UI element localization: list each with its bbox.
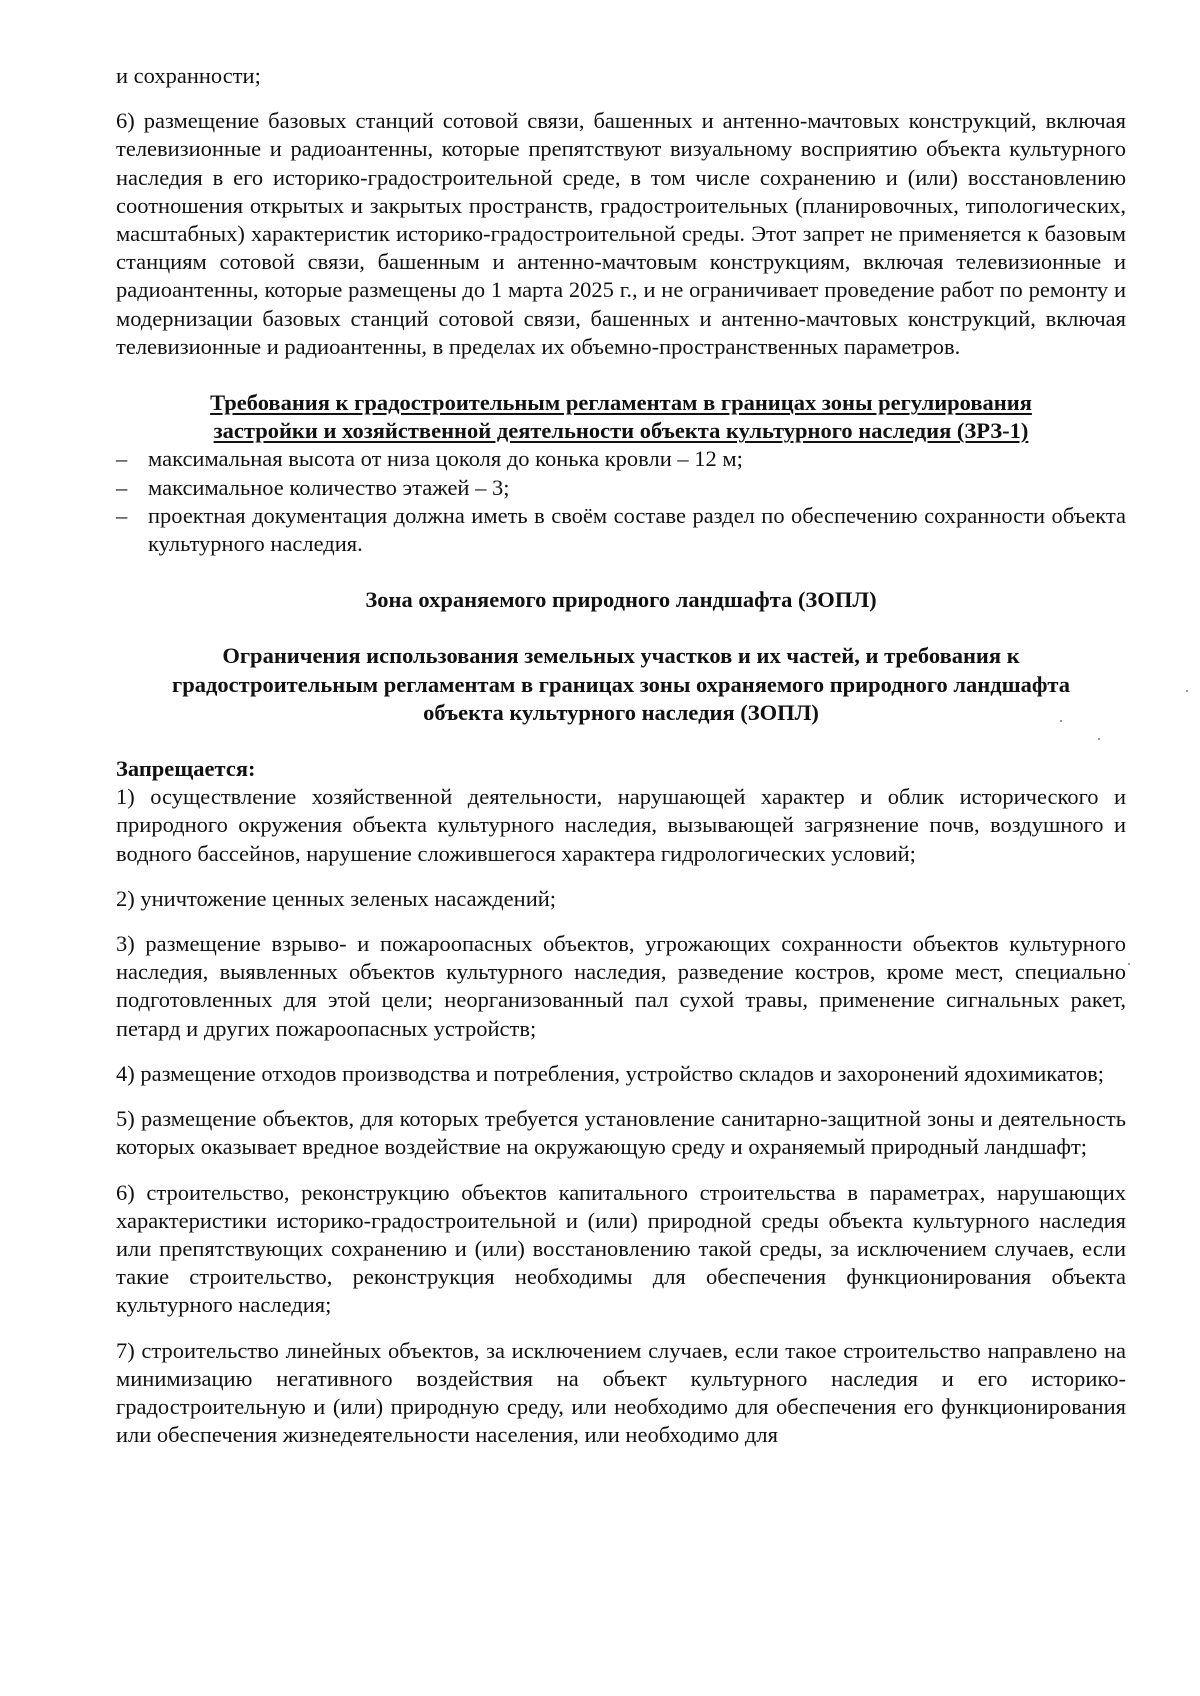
list-item <box>116 445 1126 473</box>
scan-speck <box>1098 738 1100 740</box>
spacer <box>116 727 1126 755</box>
document-page <box>116 62 1126 1449</box>
prohibited-item-3: 3) размещение взрыво- и пожароопасных объектов, угрожающих сохранности объектов культурного наследия, выявленных объектов культурного наследия, разведение костров, кроме мест, специально подготовленных для этой цели; неорганизованный пал сухой травы, применение сигнальных ракет, петард и других пожароопасных устройств; <box>116 931 1126 1041</box>
zrz-heading <box>116 389 1126 445</box>
prohibited-item-4: 4) размещение отходов производства и потребления, устройство складов и захоронений ядохимикатов; <box>116 1060 1104 1086</box>
zopl-restrictions-heading <box>116 642 1126 727</box>
intro-line: и сохранности; <box>116 63 261 88</box>
zrz-requirements-list <box>116 445 1126 558</box>
spacer <box>116 614 1126 642</box>
zrz-heading-line-2: застройки и хозяйственной деятельности объекта культурного наследия (ЗРЗ-1) <box>213 418 1029 444</box>
prohibited-item-5: 5) размещение объектов, для которых требуется установление санитарно-защитной зоны и деятельность которых оказывает вредное воздействие на окружающую среду и охраняемый природный ландшафт; <box>116 1106 1126 1160</box>
scan-speck <box>1128 963 1130 965</box>
spacer <box>116 90 1126 107</box>
spacer <box>116 913 1126 930</box>
list-item <box>116 502 1126 558</box>
spacer <box>116 361 1126 389</box>
spacer <box>116 1162 1126 1179</box>
spacer <box>116 558 1126 586</box>
zopl-restrictions-line-1: Ограничения использования земельных участков и их частей, и требования к <box>222 643 1020 669</box>
list-item-text: проектная документация должна иметь в своём составе раздел по обеспечению сохранности объекта культурного наследия. <box>148 502 1126 557</box>
zopl-restrictions-line-2: градостроительным регламентам в границах зоны охраняемого природного ландшафта <box>172 671 1070 697</box>
prohibited-item-1: 1) осуществление хозяйственной деятельности, нарушающей характер и облик исторического и природного окружения объекта культурного наследия, вызывающей загрязнение почв, воздушного и водного бассейнов, нарушение сложившегося характера гидрологических условий; <box>116 784 1126 866</box>
spacer <box>116 868 1126 885</box>
spacer <box>116 1043 1126 1060</box>
zopl-restrictions-line-3: объекта культурного наследия (ЗОПЛ) <box>423 699 819 725</box>
prohibited-item-6: 6) строительство, реконструкцию объектов капитального строительства в параметрах, нарушающих характеристики историко-градостроительной и (или) природной среды объекта культурного наследия или препятствующих сохранению и (или) восстановлению такой среды, за исключением случаев, если такие строительство, реконструкция необходимы для обеспечения функционирования объекта культурного наследия; <box>116 1179 1126 1318</box>
prohibited-item-2: 2) уничтожение ценных зеленых насаждений; <box>116 885 557 911</box>
paragraph-item-6: 6) размещение базовых станций сотовой связи, башенных и антенно-мачтовых конструкций, включая телевизионные и радиоантенны, которые препятствуют визуальному восприятию объекта культурного наследия в его историко-градостроительной среде, в том числе сохранению и (или) восстановлению соотношения открытых и закрытых пространств, градостроительных (планировочных, типологических, масштабных) характеристик историко-градостроительной среды. Этот запрет не применяется к базовым станциям сотовой связи, башенным и антенно-мачтовым конструкциям, включая телевизионные и радиоантенны, которые размещены до 1 марта 2025 г., и не ограничивает проведение работ по ремонту и модернизации базовых станций сотовой связи, башенных и антенно-мачтовых конструкций, включая телевизионные и радиоантенны, в пределах их объемно-пространственных параметров. <box>116 108 1126 359</box>
scan-speck <box>1186 690 1188 692</box>
scan-speck <box>1060 720 1062 722</box>
dash-marker: – <box>116 474 128 500</box>
list-item <box>116 474 1126 502</box>
dash-marker: – <box>116 502 128 528</box>
zopl-title: Зона охраняемого природного ландшафта (ЗОПЛ) <box>365 587 877 613</box>
list-item-text: максимальное количество этажей – 3; <box>148 474 510 500</box>
spacer <box>116 1320 1126 1337</box>
prohibited-label: Запрещается: <box>116 756 256 782</box>
dash-marker: – <box>116 446 128 472</box>
prohibited-item-7: 7) строительство линейных объектов, за исключением случаев, если такое строительство направлено на минимизацию негативного воздействия на объект культурного наследия и его историко-градостроительную и (или) природную среду, или необходимо для обеспечения его функционирования или обеспечения жизнедеятельности населения, или необходимо для <box>116 1337 1126 1448</box>
list-item-text: максимальная высота от низа цоколя до конька кровли – 12 м; <box>148 446 743 472</box>
zrz-heading-line-1: Требования к градостроительным регламентам в границах зоны регулирования <box>210 390 1032 416</box>
spacer <box>116 1088 1126 1105</box>
